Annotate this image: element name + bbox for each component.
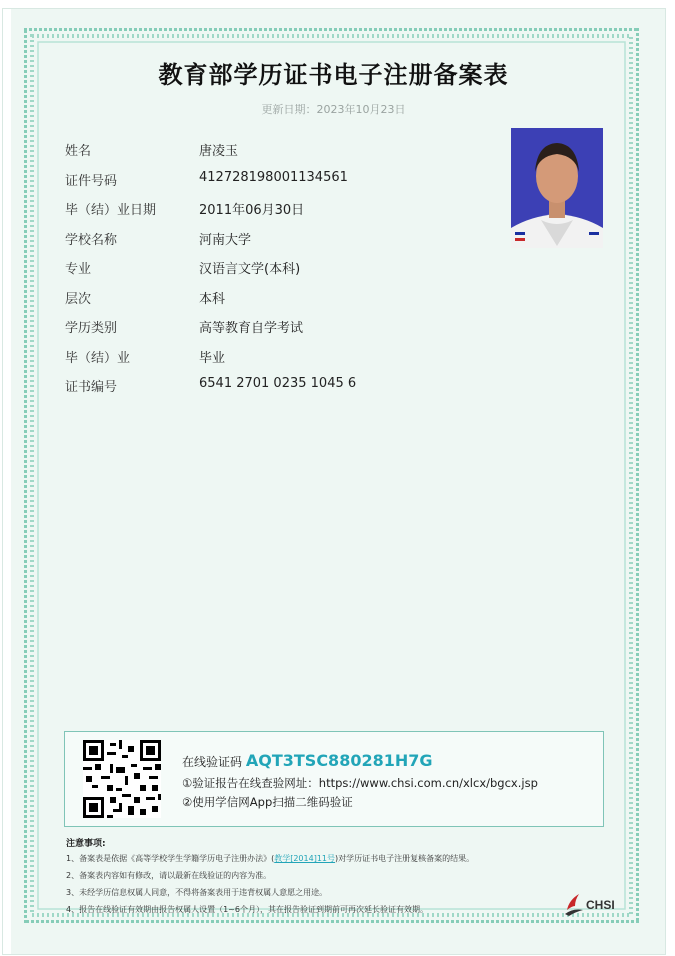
- name-label: 姓名: [65, 144, 92, 159]
- graduation-status-value: 毕业: [199, 351, 226, 366]
- school-label: 学校名称: [65, 233, 118, 248]
- note-1-text-end: )对学历证书电子注册复核备案的结果。: [335, 854, 475, 863]
- id-photo: [511, 128, 603, 248]
- id-number-label: 证件号码: [65, 174, 118, 189]
- logo-text: CHSI: [586, 898, 615, 912]
- note-item-4: 4、报告在线验证有效期由报告权属人设置（1~6个月），其在报告验证到期前可再次延长验证有效期。: [66, 905, 428, 914]
- education-type-value: 高等教育自学考试: [199, 321, 304, 336]
- id-number-value: 412728198001134561: [199, 170, 348, 185]
- school-value: 河南大学: [199, 233, 252, 248]
- notes-title: 注意事项:: [66, 839, 106, 849]
- name-value: 唐凌玉: [199, 144, 239, 159]
- verification-panel: [64, 731, 604, 827]
- chsi-logo-icon: [563, 888, 587, 918]
- verification-code-row: [182, 751, 433, 770]
- chsi-logo: [563, 888, 623, 918]
- qr-code[interactable]: [83, 740, 161, 818]
- verify-app-line: ②使用学信网App扫描二维码验证: [182, 795, 353, 809]
- update-date: 更新日期：2023年10月23日: [261, 103, 406, 116]
- verify-url-line: ①验证报告在线查验网址：https://www.chsi.com.cn/xlcx/bgcx.jsp: [182, 776, 538, 790]
- graduation-date-label: 毕（结）业日期: [65, 203, 157, 218]
- page-title: 教育部学历证书电子注册备案表: [158, 61, 509, 89]
- note-item-3: 3、未经学历信息权属人同意，不得将备案表用于违背权属人意愿之用途。: [66, 888, 328, 897]
- note-item-1: [66, 853, 474, 864]
- certificate-number-label: 证书编号: [65, 380, 118, 395]
- note-1-text: 1、备案表是依据《高等学校学生学籍学历电子注册办法》(: [66, 854, 275, 863]
- level-value: 本科: [199, 292, 226, 307]
- graduation-date-value: 2011年06月30日: [199, 203, 305, 218]
- education-type-label: 学历类别: [65, 321, 118, 336]
- major-label: 专业: [65, 262, 92, 277]
- verification-code: AQT3TSC880281H7G: [245, 751, 433, 770]
- certificate-number-value: 6541 2701 0235 1045 6: [199, 376, 357, 391]
- level-label: 层次: [65, 292, 92, 307]
- major-value: 汉语言文学(本科): [199, 262, 301, 277]
- verification-code-label: 在线验证码: [182, 755, 243, 769]
- graduation-status-label: 毕（结）业: [65, 351, 131, 366]
- note-item-2: 2、备案表内容如有修改，请以最新在线验证的内容为准。: [66, 871, 272, 880]
- regulation-link[interactable]: 教学[2014]11号: [274, 854, 335, 863]
